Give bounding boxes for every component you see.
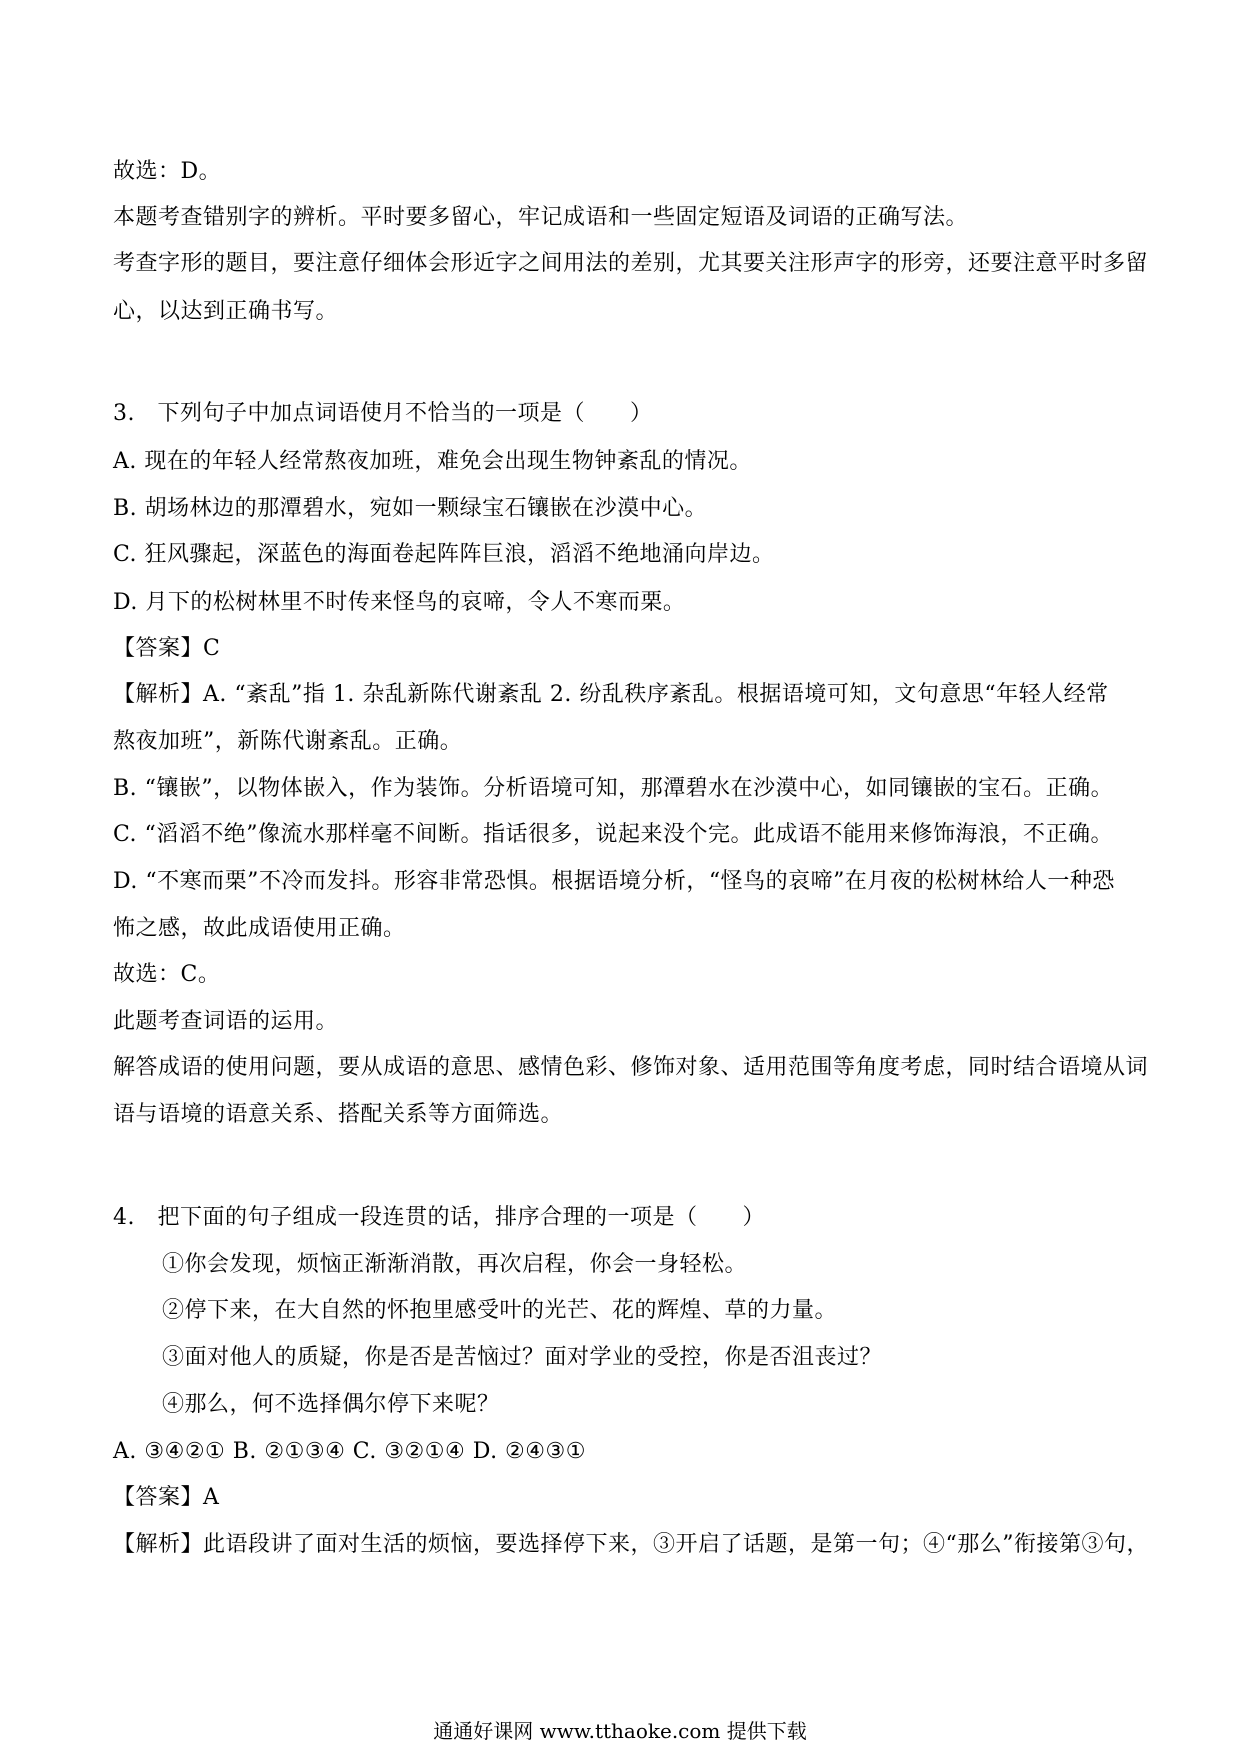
question-3-analysis: C. “滔滔不绝”像流水那样毫不间断。指话很多，说起来没个完。此成语不能用来修饰海浪，不正确。 [113,822,1114,847]
question-3-analysis: 【解析】A. “紊乱”指 1. 杂乱新陈代谢紊乱 2. 纷乱秩序紊乱。根据语境可知，文句意思“年轻人经常 [113,682,1109,707]
explanation-line: 考查字形的题目，要注意仔细体会形近字之间用法的差别，尤其要关注形声字的形旁，还要注意平时多留 [113,251,1149,276]
question-4-sentence-2: ②停下来，在大自然的怀抱里感受叶的光芒、花的辉煌、草的力量。 [162,1298,838,1323]
question-4-sentence-4: ④那么，何不选择偶尔停下来呢？ [162,1392,500,1417]
answer-choice-line: 故选：D。 [113,159,222,184]
answer-choice-line: 故选：C。 [113,962,221,987]
question-4-options: A. ③④②① B. ②①③④ C. ③②①④ D. ②④③① [113,1439,586,1464]
question-4-sentence-3: ③面对他人的质疑，你是否是苦恼过？面对学业的受控，你是否沮丧过？ [162,1345,883,1370]
question-3-analysis: D. “不寒而栗”不冷而发抖。形容非常恐惧。根据语境分析，“怪鸟的哀啼”在月夜的松树林给人一种恐 [113,869,1115,894]
explanation-line: 解答成语的使用问题，要从成语的意思、感情色彩、修饰对象、适用范围等角度考虑，同时结合语境从词 [113,1055,1149,1080]
question-4-answer: 【答案】A [113,1485,220,1510]
question-3-analysis: 熬夜加班”，新陈代谢紊乱。正确。 [113,729,463,754]
question-3-stem: 3. 下列句子中加点词语使月不恰当的一项是（ ） [113,401,653,426]
question-3-option-b: B. 胡场林边的那潭碧水，宛如一颗绿宝石镶嵌在沙漠中心。 [113,496,708,521]
question-3-option-d: D. 月下的松树林里不时传来怪鸟的哀啼，令人不寒而栗。 [113,590,686,615]
question-3-analysis: 怖之感，故此成语使用正确。 [113,916,406,941]
explanation-line: 语与语境的语意关系、搭配关系等方面筛选。 [113,1102,564,1127]
question-4-sentence-1: ①你会发现，烦恼正渐渐消散，再次启程，你会一身轻松。 [162,1252,748,1277]
question-3-answer: 【答案】C [113,636,221,661]
page-footer: 通通好课网 www.tthaoke.com 提供下载 [433,1719,807,1743]
explanation-line: 心，以达到正确书写。 [113,299,339,324]
question-4-stem: 4. 把下面的句子组成一段连贯的话，排序合理的一项是（ ） [113,1205,765,1230]
explanation-line: 本题考查错别字的辨析。平时要多留心，牢记成语和一些固定短语及词语的正确写法。 [113,205,969,230]
question-4-analysis: 【解析】此语段讲了面对生活的烦恼，要选择停下来，③开启了话题，是第一句；④“那么”衔接第③句， [113,1532,1149,1557]
question-3-option-c: C. 狂风骤起，深蓝色的海面卷起阵阵巨浪，滔滔不绝地涌向岸边。 [113,542,775,567]
explanation-line: 此题考查词语的运用。 [113,1009,339,1034]
question-3-analysis: B. “镶嵌”，以物体嵌入，作为装饰。分析语境可知，那潭碧水在沙漠中心，如同镶嵌的宝石。正确。 [113,776,1114,801]
question-3-option-a: A. 现在的年轻人经常熬夜加班，难免会出现生物钟紊乱的情况。 [113,449,752,474]
